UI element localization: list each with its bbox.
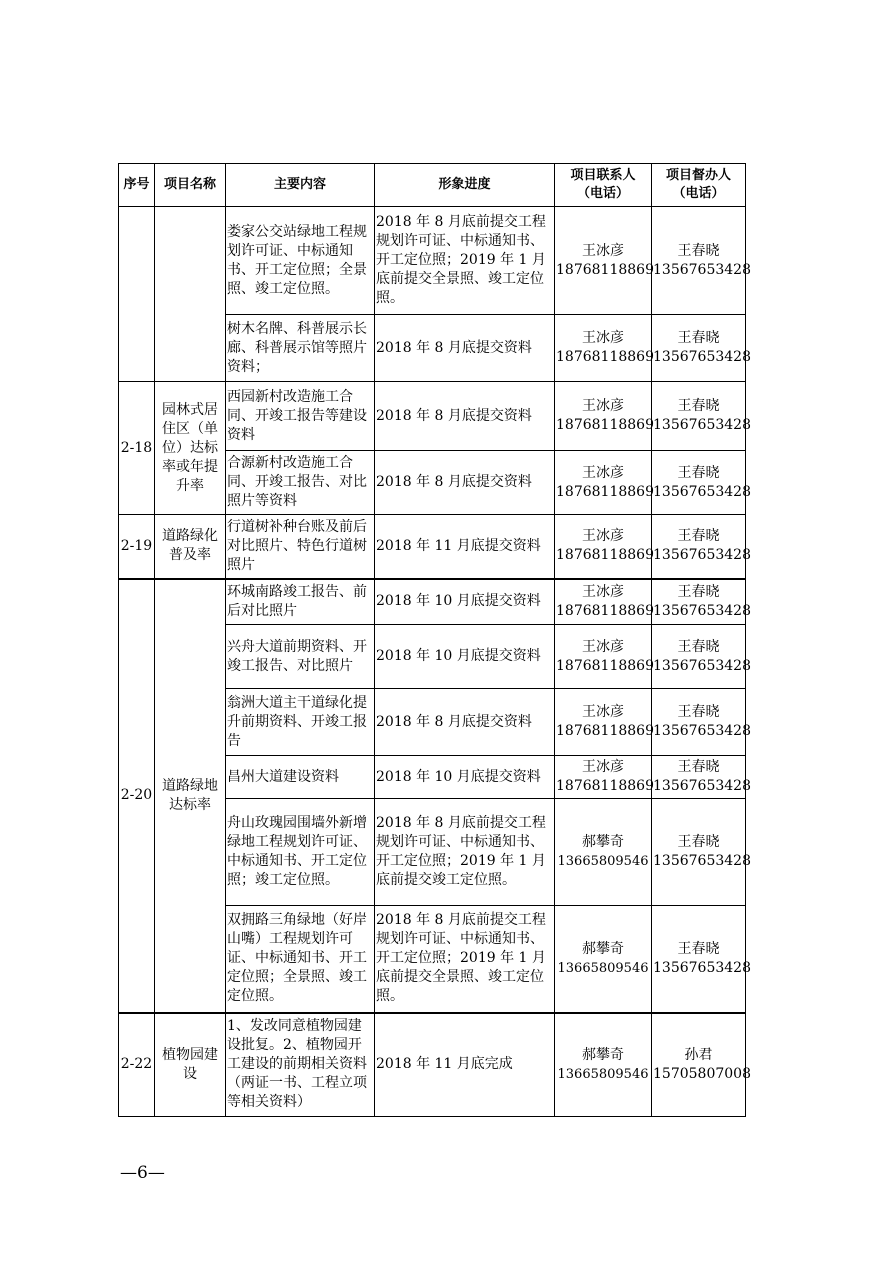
content-cell: 西园新村改造施工合同、开竣工报告等建设资料 [226,382,375,451]
content-cell: 1、发改同意植物园建设批复。2、植物园开工建设的前期相关资料（两证一书、工程立项等相关资料） [226,1013,375,1117]
contact-cell: 郝攀奇 13665809546 [555,799,652,906]
content-cell: 翁洲大道主干道绿化提升前期资料、开竣工报告 [226,689,375,756]
supervisor-cell: 王春晓 13567653428 [652,515,746,579]
table-row [119,207,746,315]
content-cell: 舟山玫瑰园围墙外新增绿地工程规划许可证、中标通知书、开工定位照；竣工定位照。 [226,799,375,906]
contact-cell: 王冰彦 18768118869 [555,451,652,515]
header-progress: 形象进度 [375,164,555,207]
supervisor-cell: 王春晓 13567653428 [652,207,746,315]
progress-cell: 2018 年 10 月底提交资料 [375,756,555,799]
row-number-cell: 2-19 [119,515,155,579]
contact-cell: 王冰彦 18768118869 [555,579,652,625]
progress-cell: 2018 年 8 月底提交资料 [375,451,555,515]
content-cell: 行道树补种台账及前后对比照片、特色行道树照片 [226,515,375,579]
table-row [119,1013,746,1117]
progress-cell: 2018 年 8 月底提交资料 [375,315,555,382]
supervisor-cell: 王春晓 13567653428 [652,579,746,625]
progress-cell: 2018 年 10 月底提交资料 [375,625,555,689]
supervisor-cell: 王春晓 13567653428 [652,689,746,756]
content-cell: 环城南路竣工报告、前后对比照片 [226,579,375,625]
supervisor-cell: 孙君 15705807008 [652,1013,746,1117]
row-number-cell: 2-18 [119,382,155,515]
header-content: 主要内容 [226,164,375,207]
contact-cell: 郝攀奇 13665809546 [555,906,652,1013]
contact-cell: 王冰彦 18768118869 [555,515,652,579]
progress-cell: 2018 年 11 月底提交资料 [375,515,555,579]
content-cell: 兴舟大道前期资料、开竣工报告、对比照片 [226,625,375,689]
project-name-cell: 园林式居住区（单位）达标率或年提升率 [155,382,226,515]
project-name-cell: 道路绿化普及率 [155,515,226,579]
supervisor-cell: 王春晓 13567653428 [652,382,746,451]
table-header-row [119,164,746,207]
content-cell: 树木名牌、科普展示长廊、科普展示馆等照片资料； [226,315,375,382]
contact-cell: 王冰彦 18768118869 [555,756,652,799]
content-cell: 娄家公交站绿地工程规划许可证、中标通知书、开工定位照；全景照、竣工定位照。 [226,207,375,315]
supervisor-cell: 王春晓 13567653428 [652,906,746,1013]
row-number-cell: 2-20 [119,579,155,1013]
progress-cell: 2018 年 10 月底提交资料 [375,579,555,625]
progress-cell: 2018 年 8 月底前提交工程规划许可证、中标通知书、开工定位照；2019 年 1 月底前提交全景照、竣工定位照。 [375,207,555,315]
content-cell: 昌州大道建设资料 [226,756,375,799]
progress-cell: 2018 年 8 月底提交资料 [375,382,555,451]
header-contact: 项目联系人 （电话） [555,164,652,207]
progress-cell: 2018 年 11 月底完成 [375,1013,555,1117]
supervisor-cell: 王春晓 13567653428 [652,451,746,515]
project-name-cell [155,207,226,382]
project-table [118,163,751,1117]
header-supervisor: 项目督办人 （电话） [652,164,746,207]
supervisor-cell: 王春晓 13567653428 [652,799,746,906]
contact-cell: 王冰彦 18768118869 [555,207,652,315]
contact-cell: 王冰彦 18768118869 [555,689,652,756]
progress-cell: 2018 年 8 月底前提交工程规划许可证、中标通知书、开工定位照；2019 年 1 月底前提交全景照、竣工定位照。 [375,906,555,1013]
supervisor-cell: 王春晓 13567653428 [652,756,746,799]
contact-cell: 王冰彦 18768118869 [555,382,652,451]
progress-cell: 2018 年 8 月底提交资料 [375,689,555,756]
row-number-cell [119,207,155,382]
contact-cell: 王冰彦 18768118869 [555,625,652,689]
table-row [119,515,746,579]
header-no: 序号 [119,164,155,207]
page-number: —6— [120,1163,165,1183]
table-row [119,579,746,625]
progress-cell: 2018 年 8 月底前提交工程规划许可证、中标通知书、开工定位照；2019 年 1 月底前提交竣工定位照。 [375,799,555,906]
header-name: 项目名称 [155,164,226,207]
project-name-cell: 道路绿地达标率 [155,579,226,1013]
supervisor-cell: 王春晓 13567653428 [652,625,746,689]
contact-cell: 王冰彦 18768118869 [555,315,652,382]
project-name-cell: 植物园建设 [155,1013,226,1117]
table-row [119,382,746,451]
supervisor-cell: 王春晓 13567653428 [652,315,746,382]
content-cell: 双拥路三角绿地（好岸山嘴）工程规划许可证、中标通知书、开工定位照；全景照、竣工定位照。 [226,906,375,1013]
row-number-cell: 2-22 [119,1013,155,1117]
content-cell: 合源新村改造施工合同、开竣工报告、对比照片等资料 [226,451,375,515]
contact-cell: 郝攀奇 13665809546 [555,1013,652,1117]
